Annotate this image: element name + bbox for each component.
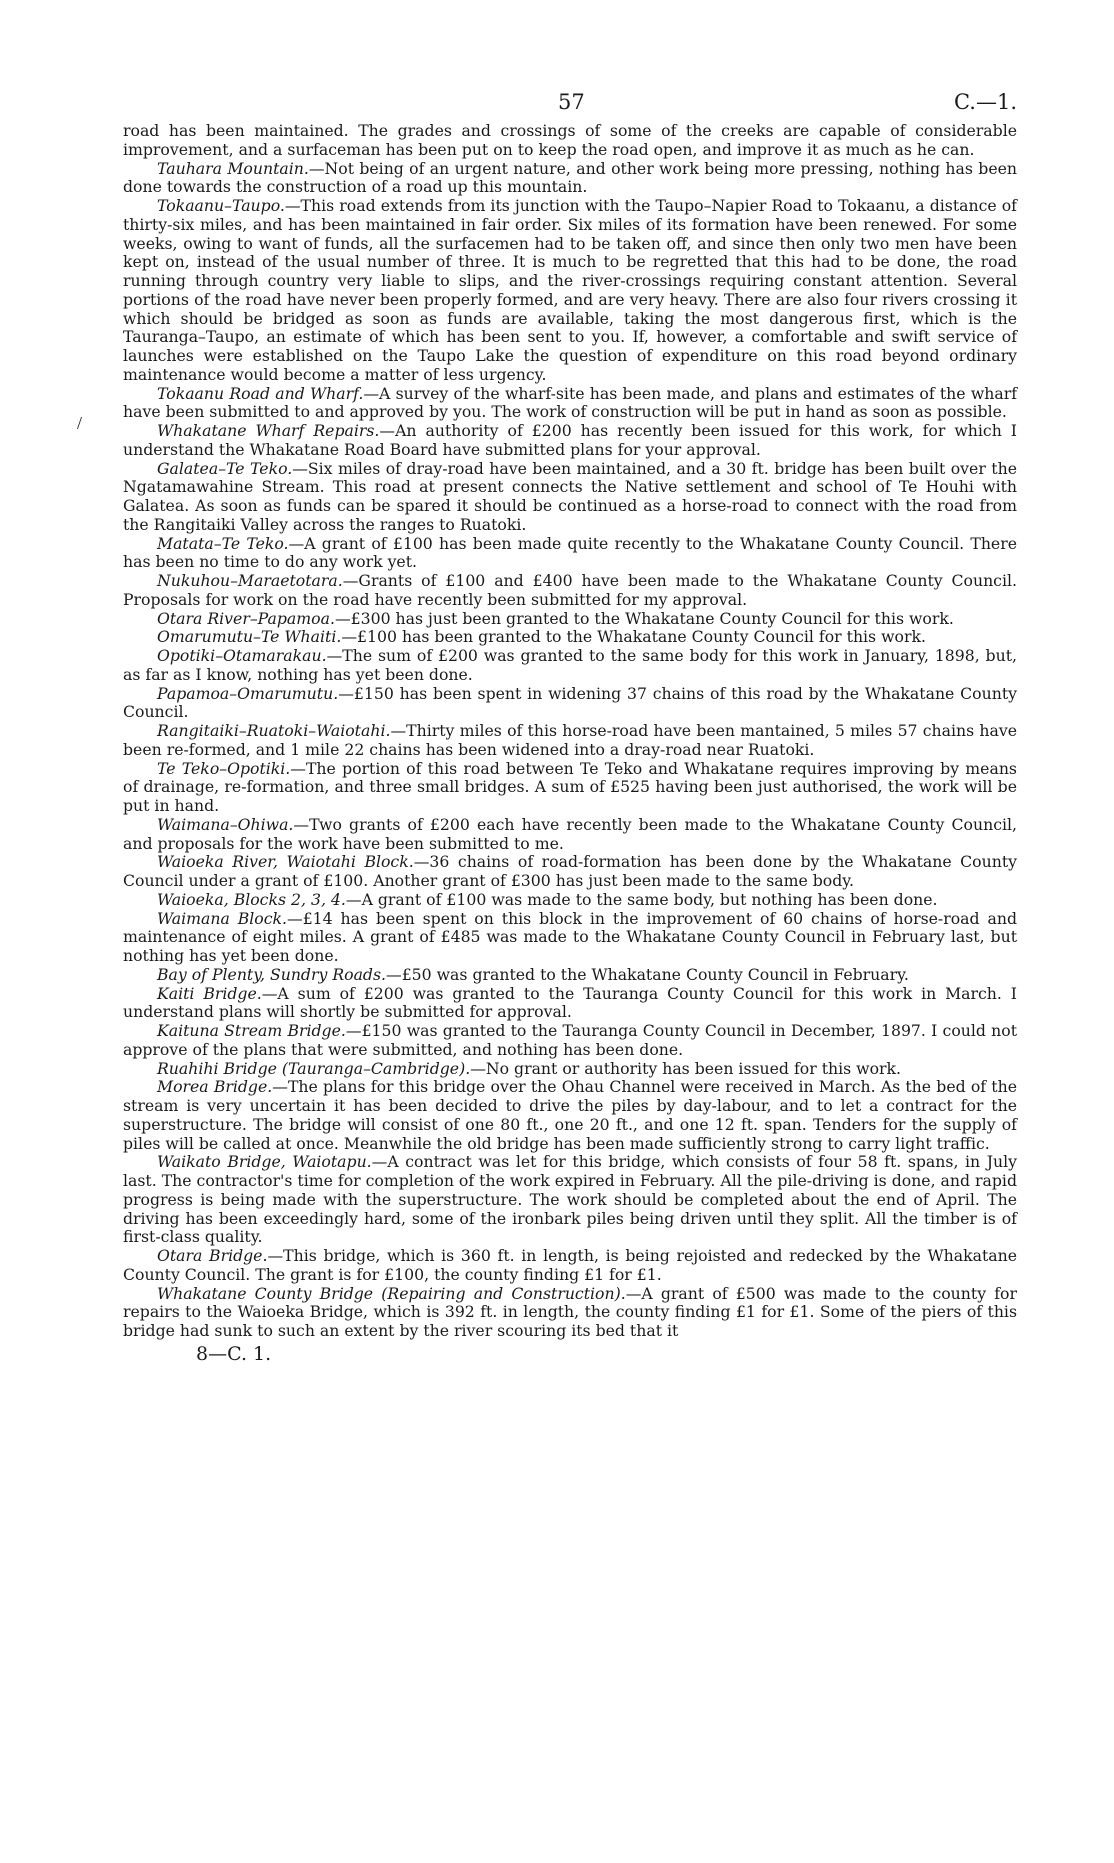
paragraph (123, 985, 1017, 1023)
paragraph-text: —£50 was granted to the Whakatane County Council in February. (386, 964, 909, 984)
paragraph-text: —This bridge, which is 360 ft. in length, is being rejoisted and redecked by the Whakatane County Council. The grant is for £100, the county finding £1 for £1. (123, 1246, 1017, 1284)
paragraph-title: Waimana–Ohiwa. (157, 814, 294, 834)
document-page (123, 80, 1017, 1365)
paragraph (123, 535, 1017, 573)
paragraph-text: —Not being of an urgent nature, and other work being more pressing, nothing has been done towards the construction of a road up this mountain. (123, 158, 1017, 197)
paragraph-title: Opotiki–Otamarakau. (157, 646, 327, 665)
paragraph-text: —A survey of the wharf-site has been made, and plans and estimates of the wharf have been submitted to and approved by you. The work of construction will be put in hand as soon as possible. (123, 383, 1018, 422)
paragraph-title: Bay of Plenty, Sundry Roads. (157, 964, 387, 984)
paragraph (123, 460, 1017, 535)
paragraph-title: Otara Bridge. (157, 1246, 268, 1265)
paragraph-text: —Six miles of dray-road have been maintained, and a 30 ft. bridge has been built over the Ngatamawahine Stream. This road at present connects the Native settlement and school of Te Houhi with Galatea. As soon as funds can be spared it should be continued as a horse-road to connect with the road from the Rangitaiki Valley across the ranges to Ruatoki. (123, 458, 1017, 534)
paragraph-title: Tauhara Mountain. (157, 158, 309, 178)
margin-mark: / (77, 413, 83, 433)
paragraph (123, 722, 1017, 760)
paragraph-title: Otara River–Papamoa. (157, 608, 335, 628)
paragraph (123, 160, 1017, 198)
paragraph (123, 760, 1017, 816)
paragraph-title: Tokaanu–Taupo. (157, 196, 285, 215)
paragraph-text: —A contract was let for this bridge, which consists of four 58 ft. spans, in July last. The contractor's time for completion of the work expired in February. All the pile-driving is done, and rapid progress is being made with the superstructure. The work should be completed about the end of April. The driving has been exceedingly hard, some of the ironbark piles being driven until they split. All the timber is of first-class quality. (123, 1152, 1017, 1247)
paragraph (123, 816, 1017, 854)
paragraph-title: Omarumutu–Te Whaiti. (157, 627, 342, 647)
paragraph-title: Galatea–Te Teko. (157, 458, 293, 478)
paragraph-title: Morea Bridge. (157, 1077, 273, 1097)
paragraph-title: Rangitaiki–Ruatoki–Waiotahi. (157, 721, 391, 740)
paragraph (123, 891, 1017, 910)
intro-paragraph: road has been maintained. The grades and crossings of some of the creeks are capable of considerable improvement, and a surfaceman has been put on to keep the road open, and improve it as much as he can. (123, 121, 1017, 159)
paragraph (123, 685, 1017, 723)
paragraph-title: Kaituna Stream Bridge. (157, 1021, 346, 1040)
paragraph-title: Ruahihi Bridge (Tauranga–Cambridge). (157, 1058, 471, 1078)
paragraph (123, 966, 1017, 985)
paragraph-text: —An authority of £200 has recently been issued for this work, for which I understand the Whakatane Road Board have submitted plans for your approval. (123, 421, 1017, 459)
paragraph-text: —£300 has just been granted to the Whakatane County Council for this work. (334, 608, 954, 628)
paragraph-text: —36 chains of road-formation has been done by the Whakatane County Council under a grant of £100. Another grant of £300 has just been made to the same body. (123, 852, 1017, 890)
paragraph-text: —£14 has been spent on this block in the improvement of 60 chains of horse-road and maintenance of eight miles. A grant of £485 was made to the Whakatane County Council in February last, but nothing has yet been done. (123, 908, 1017, 965)
paragraph-title: Whakatane County Bridge (Repairing and Construction). (157, 1283, 626, 1303)
paragraph (123, 572, 1017, 610)
paragraph (123, 1060, 1017, 1079)
paragraph-title: Papamoa–Omarumutu. (157, 683, 339, 703)
paragraph-text: —Grants of £100 and £400 have been made to the Whakatane County Council. Proposals for work on the road have recently been submitted for my approval. (123, 571, 1017, 609)
page-header (123, 80, 1017, 122)
paragraph-text: —£150 was granted to the Tauranga County Council in December, 1897. I could not approve of the plans that were submitted, and nothing has been done. (123, 1021, 1017, 1059)
paragraph-text: —The plans for this bridge over the Ohau Channel were received in March. As the bed of the stream is very uncertain it has been decided to drive the piles by day-labour, and to let a contract for the superstructure. The bridge will consist of one 80 ft., one 20 ft., and one 12 ft. span. Tenders for the supply of piles will be called at once. Meanwhile the old bridge has been made sufficiently strong to carry light traffic. (123, 1077, 1017, 1153)
paragraph (123, 1285, 1017, 1341)
paragraph (123, 1247, 1017, 1285)
paragraph-title: Te Teko–Opotiki. (157, 758, 291, 778)
paragraph (123, 422, 1017, 460)
paragraph (123, 647, 1017, 685)
signature-footer: 8—C. 1. (196, 1342, 272, 1365)
paragraph-text: —£150 has been spent in widening 37 chains of this road by the Whakatane County Council. (123, 683, 1017, 722)
paragraph-text: —A grant of £100 has been made quite recently to the Whakatane County Council. There has been no time to do any work yet. (123, 533, 1018, 572)
paragraph (123, 1022, 1017, 1060)
paragraph (123, 1078, 1017, 1153)
paragraph-text: —The portion of this road between Te Teko and Whakatane requires improving by means of drainage, re-formation, and three small bridges. A sum of £525 having been just authorised, the work will be put in hand. (123, 758, 1017, 815)
paragraph-title: Tokaanu Road and Wharf. (157, 383, 364, 403)
paragraph-title: Waimana Block. (157, 908, 287, 928)
paragraph (123, 1153, 1017, 1247)
paragraph-title: Matata–Te Teko. (157, 533, 289, 553)
paragraph-text: —A grant of £100 was made to the same body, but nothing has been done. (345, 889, 938, 909)
page-number: 57 (558, 90, 585, 114)
paragraph-text: —Two grants of £200 each have recently been made to the Whakatane County Council, and proposals for the work have been submitted to me. (123, 814, 1017, 853)
paragraph (123, 385, 1017, 423)
paragraph (123, 197, 1017, 385)
document-body (123, 122, 1017, 1341)
paragraph-text: —This road extends from its junction with the Taupo–Napier Road to Tokaanu, a distance of thirty-six miles, and has been maintained in fair order. Six miles of its formation have been renewed. For some weeks, owing to want of funds, all the surfacemen had to be taken off, and since then only two men have been kept on, instead of the usual number of three. It is much to be regretted that this had to be done, the road running through country very liable to slips, and the river-crossings requiring constant attention. Several portions of the road have never been properly formed, and are very heavy. There are also four rivers crossing it which should be bridged as soon as funds are available, taking the most dangerous first, which is the Tauranga–Taupo, an estimate of which has been sent to you. If, however, a comfortable and swift service of launches were established on the Taupo Lake the question of expenditure on this road beyond ordinary maintenance would become a matter of less urgency. (123, 196, 1017, 384)
paragraph-title: Waioeka, Blocks 2, 3, 4. (157, 889, 346, 909)
paragraph (123, 910, 1017, 966)
paragraph-text: —£100 has been granted to the Whakatane County Council for this work. (341, 627, 926, 647)
paragraph-title: Kaiti Bridge. (157, 983, 262, 1003)
paragraph-text: —A grant of £500 was made to the county for repairs to the Waioeka Bridge, which is 392 ft. in length, the county finding £1 for £1. Some of the piers of this bridge had sunk to such an extent by the river scouring its bed that it (123, 1283, 1017, 1340)
paragraph-text: —A sum of £200 was granted to the Tauranga County Council for this work in March. I understand plans will shortly be submitted for approval. (123, 983, 1018, 1022)
paragraph (123, 610, 1017, 629)
document-reference: C.—1. (953, 90, 1017, 114)
paragraph (123, 628, 1017, 647)
paragraph-text: —No grant or authority has been issued for this work. (470, 1058, 902, 1078)
paragraph-title: Nukuhou–Maraetotara. (157, 571, 343, 590)
paragraph-title: Whakatane Wharf Repairs. (157, 421, 380, 440)
paragraph-title: Waikato Bridge, Waiotapu. (157, 1152, 372, 1172)
paragraph-title: Waioeka River, Waiotahi Block. (157, 852, 414, 872)
paragraph-text: —Thirty miles of this horse-road have been mantained, 5 miles 57 chains have been re-formed, and 1 mile 22 chains has been widened into a dray-road near Ruatoki. (123, 721, 1017, 759)
paragraph (123, 853, 1017, 891)
paragraph-text: —The sum of £200 was granted to the same body for this work in January, 1898, but, as far as I know, nothing has yet been done. (123, 646, 1017, 684)
